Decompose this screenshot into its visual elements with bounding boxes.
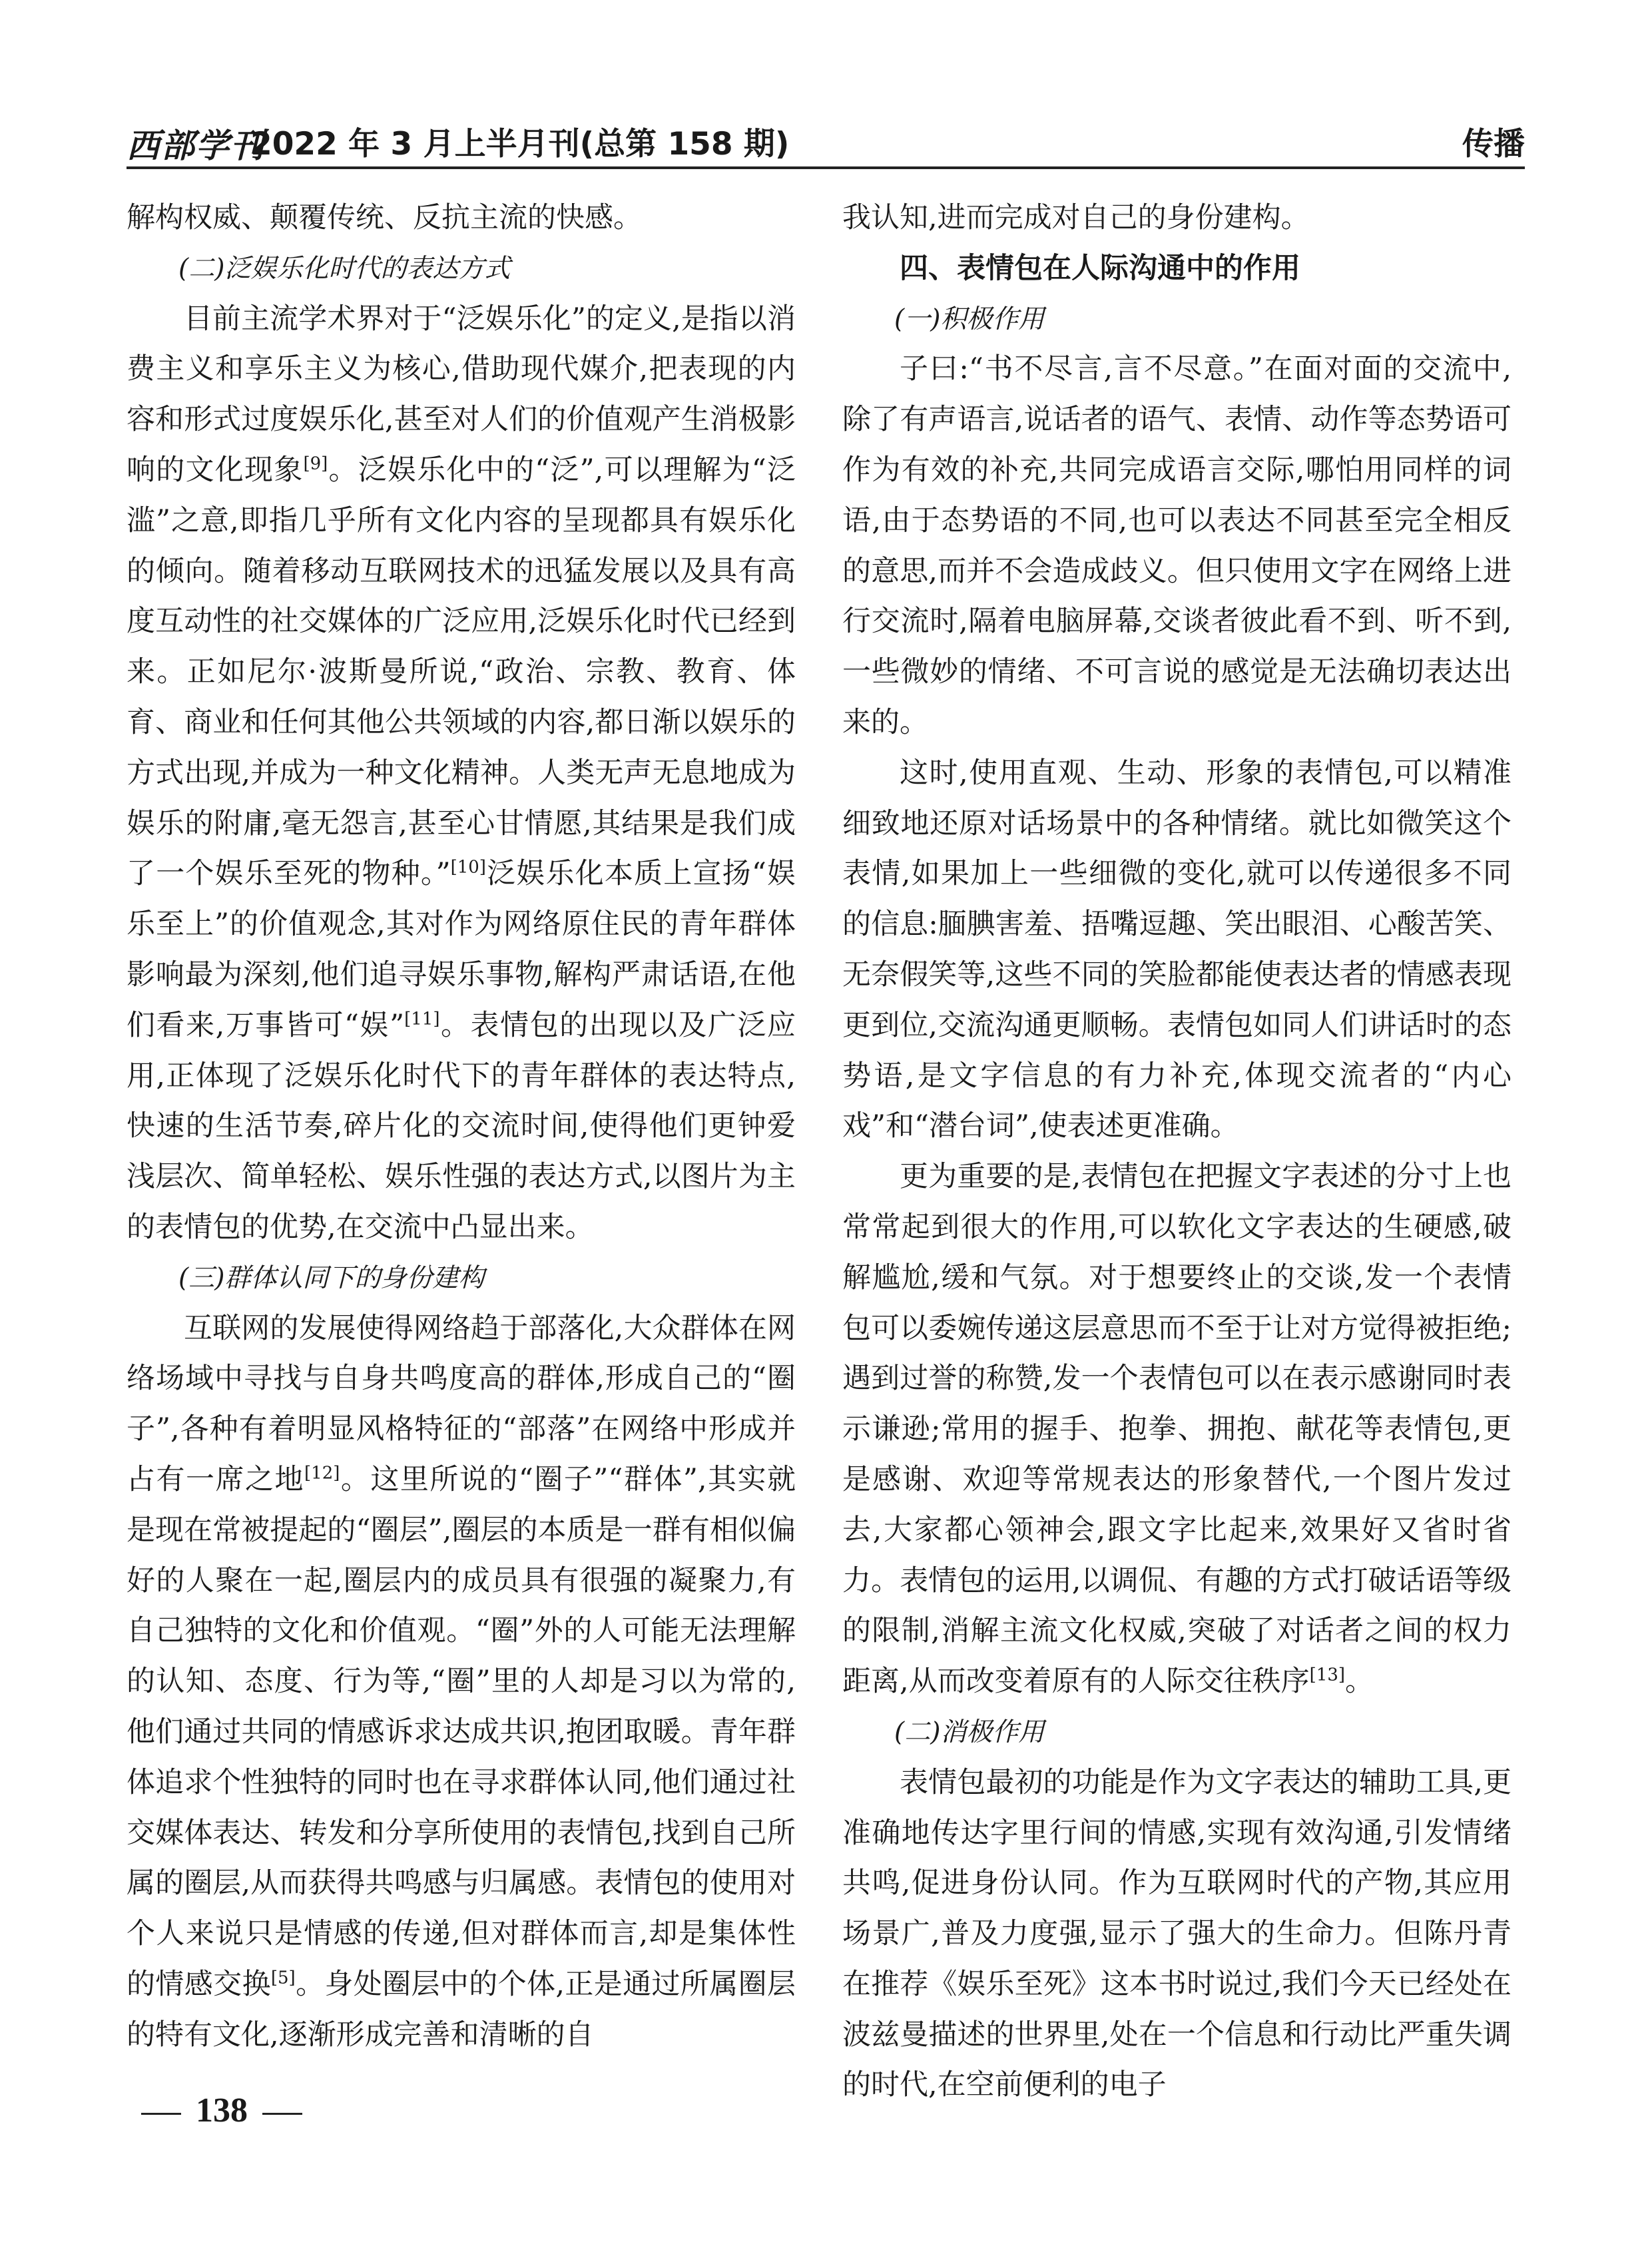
paragraph: 解构权威、颠覆传统、反抗主流的快感。 <box>127 201 642 234</box>
section-heading: 四、表情包在人际沟通中的作用 <box>900 251 1300 285</box>
paragraph: 表情包最初的功能是作为文字表达的辅助工具,更准确地传达字里行间的情感,实现有效沟通,引发情绪共鸣,促进身份认同。作为互联网时代的产物,其应用场景广,普及力度强,显示了强大的生命力。但陈丹青在推荐《娱乐至死》这本书时说过,我们今天已经处在波兹曼描述的世界里,处在一个信息和行动比严重失调的时代,在空前便利的电子 <box>842 1765 1512 2102</box>
page-header <box>127 117 1525 163</box>
header-rule <box>127 166 1525 169</box>
citation-marker: [5] <box>270 1968 296 1988</box>
journal-logo: 西部学刊 <box>127 126 265 165</box>
citation-marker: [12] <box>304 1463 340 1484</box>
citation-marker: [9] <box>303 453 328 474</box>
section-heading: (一)积极作用 <box>894 304 1045 334</box>
section-heading: (二)泛娱乐化时代的表达方式 <box>178 253 511 284</box>
citation-marker: [11] <box>404 1009 440 1029</box>
paragraph: 更为重要的是,表情包在把握文字表述的分寸上也常常起到很大的作用,可以软化文字表达的生硬感,破解尴尬,缓和气氛。对于想要终止的交谈,发一个表情包可以委婉传递这层意思而不至于让对方觉得被拒绝;遇到过誉的称赞,发一个表情包可以在表示感谢同时表示谦逊;常用的握手、抱拳、拥抱、献花等表情包,更是感谢、欢迎等常规表达的形象替代,一个图片发过去,大家都心领神会,跟文字比起来,效果好又省时省力。表情包的运用,以调侃、有趣的方式打破话语等级的限制,消解主流文化权威,突破了对话者之间的权力距离,从而改变着原有的人际交往秩序[13]。 <box>842 1160 1512 1699</box>
paragraph: 互联网的发展使得网络趋于部落化,大众群体在网络场域中寻找与自身共鸣度高的群体,形成自己的“圈子”,各种有着明显风格特征的“部落”在网络中形成并占有一席之地[12]。这里所说的“圈子”“群体”,其实就是现在常被提起的“圈层”,圈层的本质是一群有相似偏好的人聚在一起,圈层内的成员具有很强的凝聚力,有自己独特的文化和价值观。“圈”外的人可能无法理解的认知、态度、行为等,“圈”里的人却是习以为常的,他们通过共同的情感诉求达成共识,抱团取暖。青年群体追求个性独特的同时也在寻求群体认同,他们通过社交媒体表达、转发和分享所使用的表情包,找到自己所属的圈层,从而获得共鸣感与归属感。表情包的使用对个人来说只是情感的传递,但对群体而言,却是集体性的情感交换[5]。身处圈层中的个体,正是通过所属圈层的特有文化,逐渐形成完善和清晰的自 <box>127 1311 796 2052</box>
right-column <box>842 193 1512 2111</box>
paragraph: 我认知,进而完成对自己的身份建构。 <box>842 201 1310 234</box>
footer-dash-right <box>262 2113 302 2115</box>
section-heading: (二)消极作用 <box>894 1717 1045 1747</box>
left-column <box>127 193 796 2060</box>
section-heading: (三)群体认同下的身份建构 <box>178 1262 485 1293</box>
paragraph: 目前主流学术界对于“泛娱乐化”的定义,是指以消费主义和享乐主义为核心,借助现代媒介,把表现的内容和形式过度娱乐化,甚至对人们的价值观产生消极影响的文化现象[9]。泛娱乐化中的“泛”,可以理解为“泛滥”之意,即指几乎所有文化内容的呈现都具有娱乐化的倾向。随着移动互联网技术的迅猛发展以及具有高度互动性的社交媒体的广泛应用,泛娱乐化时代已经到来。正如尼尔·波斯曼所说,“政治、宗教、教育、体育、商业和任何其他公共领域的内容,都日渐以娱乐的方式出现,并成为一种文化精神。人类无声无息地成为娱乐的附庸,毫无怨言,甚至心甘情愿,其结果是我们成了一个娱乐至死的物种。”[10]泛娱乐化本质上宣扬“娱乐至上”的价值观念,其对作为网络原住民的青年群体影响最为深刻,他们追寻娱乐事物,解构严肃话语,在他们看来,万事皆可“娱”[11]。表情包的出现以及广泛应用,正体现了泛娱乐化时代下的青年群体的表达特点,快速的生活节奏,碎片化的交流时间,使得他们更钟爱浅层次、简单轻松、娱乐性强的表达方式,以图片为主的表情包的优势,在交流中凸显出来。 <box>127 302 796 1244</box>
issue-info: 2022 年 3 月上半月刊(总第 158 期) <box>250 126 790 162</box>
citation-marker: [10] <box>450 858 486 878</box>
citation-marker: [13] <box>1309 1665 1346 1685</box>
section-name: 传播 <box>1462 126 1525 162</box>
page-footer <box>127 2091 317 2130</box>
paragraph: 子曰:“书不尽言,言不尽意。”在面对面的交流中,除了有声语言,说话者的语气、表情、动作等态势语可作为有效的补充,共同完成语言交际,哪怕用同样的词语,由于态势语的不同,也可以表达不同甚至完全相反的意思,而并不会造成歧义。但只使用文字在网络上进行交流时,隔着电脑屏幕,交谈者彼此看不到、听不到,一些微妙的情绪、不可言说的感觉是无法确切表达出来的。 <box>842 352 1512 739</box>
footer-dash-left <box>141 2113 181 2115</box>
paragraph: 这时,使用直观、生动、形象的表情包,可以精准细致地还原对话场景中的各种情绪。就比如微笑这个表情,如果加上一些细微的变化,就可以传递很多不同的信息:腼腆害羞、捂嘴逗趣、笑出眼泪、心酸苦笑、无奈假笑等,这些不同的笑脸都能使表达者的情感表现更到位,交流沟通更顺畅。表情包如同人们讲话时的态势语,是文字信息的有力补充,体现交流者的“内心戏”和“潜台词”,使表述更准确。 <box>842 756 1512 1143</box>
page-number: 138 <box>196 2092 248 2129</box>
